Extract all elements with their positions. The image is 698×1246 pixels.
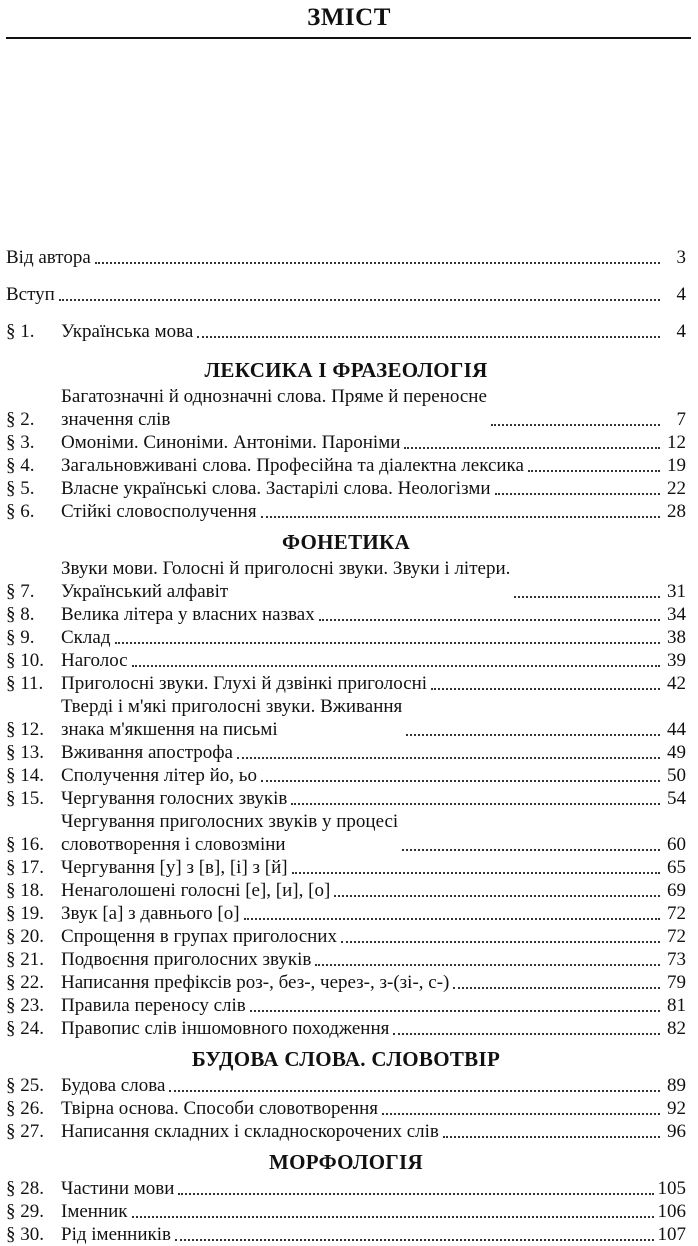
section-number: § 19. — [6, 903, 44, 924]
entry-title-line1: Чергування приголосних звуків у процесі — [61, 811, 399, 832]
entry-title-line2: значення слів — [61, 409, 171, 430]
page-number: 39 — [667, 650, 686, 671]
entry-title — [61, 1017, 389, 1040]
section-number: § 2. — [6, 409, 35, 430]
section-number: § 27. — [6, 1121, 44, 1142]
toc-entry[interactable] — [6, 1097, 686, 1120]
section-number: § 21. — [6, 949, 44, 970]
page-number: 65 — [667, 857, 686, 878]
entry-title — [61, 1200, 128, 1223]
entry-title — [61, 764, 257, 787]
dot-leader — [453, 987, 660, 989]
entry-title — [61, 477, 491, 500]
page-number: 73 — [667, 949, 686, 970]
entry-title-line2: знака м'якшення на письмі — [61, 719, 278, 740]
entry-title-line1: Багатозначні й однозначні слова. Пряме й переносне — [61, 386, 487, 407]
page-number: 60 — [667, 834, 686, 855]
toc-entry[interactable] — [6, 994, 686, 1017]
section-number: § 15. — [6, 788, 44, 809]
toc-entry[interactable] — [6, 431, 686, 454]
dot-leader — [237, 757, 660, 759]
entry-title — [61, 649, 128, 672]
dot-leader — [132, 665, 660, 667]
dot-leader — [393, 1033, 660, 1035]
page-number: 42 — [667, 673, 686, 694]
section-number: § 25. — [6, 1075, 44, 1096]
page-number: 4 — [676, 321, 686, 342]
dot-leader — [95, 262, 660, 264]
entry-title — [61, 994, 246, 1017]
section-number: § 7. — [6, 581, 35, 602]
entry-title-text: Сполучення літер йо, ьо — [61, 765, 257, 786]
entry-title — [61, 1120, 439, 1143]
page-number: 107 — [657, 1224, 686, 1245]
dot-leader — [334, 895, 660, 897]
entry-title-text: Вживання апострофа — [61, 742, 233, 763]
page-number: 38 — [667, 627, 686, 648]
entry-title — [61, 879, 330, 902]
toc-entry[interactable] — [6, 1074, 686, 1097]
table-of-contents — [6, 246, 686, 1246]
entry-title-text: Вступ — [6, 284, 55, 305]
entry-title — [61, 431, 400, 454]
page-number: 72 — [667, 903, 686, 924]
entry-title — [61, 385, 487, 431]
entry-title-line1: Тверді і м'які приголосні звуки. Вживання — [61, 696, 403, 717]
entry-title-text: Омоніми. Синоніми. Антоніми. Пароніми — [61, 432, 401, 453]
page-number: 82 — [667, 1018, 686, 1039]
entry-title-text: Чергування голосних звуків — [61, 788, 288, 809]
dot-leader — [528, 470, 660, 472]
section-number: § 26. — [6, 1098, 44, 1119]
dot-leader — [402, 849, 660, 851]
entry-title — [61, 320, 193, 343]
toc-entry[interactable] — [6, 1120, 686, 1143]
entry-title-text: Частини мови — [61, 1178, 175, 1199]
entry-title — [61, 1097, 378, 1120]
entry-title-text: Рід іменників — [61, 1224, 171, 1245]
entry-title-text: Чергування [у] з [в], [і] з [й] — [61, 857, 288, 878]
page-title: ЗМІСТ — [307, 4, 391, 31]
section-number: § 6. — [6, 501, 35, 522]
page-number: 89 — [667, 1075, 686, 1096]
toc-entry[interactable] — [6, 925, 686, 948]
entry-title — [61, 856, 288, 879]
entry-title-text: Ненаголошені голосні [е], [и], [о] — [61, 880, 331, 901]
section-number: § 17. — [6, 857, 44, 878]
page-number: 22 — [667, 478, 686, 499]
toc-entry[interactable] — [6, 454, 686, 477]
section-heading: МОРФОЛОГІЯ — [269, 1150, 423, 1174]
dot-leader — [292, 872, 660, 874]
section-number: § 14. — [6, 765, 44, 786]
toc-entry[interactable] — [6, 557, 686, 603]
section-number: § 12. — [6, 719, 44, 740]
dot-leader — [59, 299, 660, 301]
entry-title-text: Твірна основа. Способи словотворення — [61, 1098, 378, 1119]
entry-title — [61, 1223, 171, 1246]
page-number: 72 — [667, 926, 686, 947]
dot-leader — [132, 1216, 654, 1218]
toc-entry[interactable] — [6, 672, 686, 695]
entry-title-text: Правопис слів іншомовного походження — [61, 1018, 390, 1039]
page-number: 4 — [676, 284, 686, 305]
entry-title — [61, 741, 233, 764]
toc-entry[interactable] — [6, 626, 686, 649]
entry-title — [61, 672, 427, 695]
toc-entry[interactable] — [6, 320, 686, 343]
dot-leader — [244, 918, 660, 920]
toc-entry[interactable] — [6, 810, 686, 856]
entry-title — [6, 246, 91, 269]
page-number: 69 — [667, 880, 686, 901]
entry-title-text: Власне українські слова. Застарілі слова. Неологізми — [61, 478, 491, 499]
dot-leader — [382, 1113, 660, 1115]
entry-title — [61, 787, 287, 810]
entry-title — [61, 603, 315, 626]
entry-title-line2: Український алфавіт — [61, 581, 229, 602]
page-number: 3 — [676, 247, 686, 268]
toc-entry[interactable] — [6, 477, 686, 500]
page-number: 7 — [676, 409, 686, 430]
entry-title — [61, 626, 111, 649]
entry-title-text: Звук [а] з давнього [о] — [61, 903, 240, 924]
section-number: § 4. — [6, 455, 35, 476]
page-number: 54 — [667, 788, 686, 809]
section-number: § 1. — [6, 321, 35, 342]
entry-title-text: Спрощення в групах приголосних — [61, 926, 337, 947]
dot-leader — [291, 803, 660, 805]
page-number: 28 — [667, 501, 686, 522]
toc-entry[interactable] — [6, 649, 686, 672]
toc-entry[interactable] — [6, 385, 686, 431]
section-number: § 18. — [6, 880, 44, 901]
entry-title — [61, 557, 510, 603]
page-number: 79 — [667, 972, 686, 993]
section-number: § 16. — [6, 834, 44, 855]
dot-leader — [115, 642, 661, 644]
entry-title — [61, 1074, 165, 1097]
page-number: 81 — [667, 995, 686, 1016]
section-number: § 29. — [6, 1201, 44, 1222]
dot-leader — [261, 780, 660, 782]
entry-title-line1: Звуки мови. Голосні й приголосні звуки. Звуки і літери. — [61, 558, 511, 579]
entry-title-text: Приголосні звуки. Глухі й дзвінкі приголосні — [61, 673, 428, 694]
entry-title — [61, 971, 449, 994]
dot-leader — [431, 688, 660, 690]
toc-entry[interactable] — [6, 764, 686, 787]
dot-leader — [175, 1239, 654, 1241]
page-number: 50 — [667, 765, 686, 786]
section-heading: ФОНЕТИКА — [281, 530, 411, 554]
dot-leader — [341, 941, 660, 943]
toc-entry[interactable] — [6, 1223, 686, 1246]
dot-leader — [514, 596, 660, 598]
section-number: § 10. — [6, 650, 44, 671]
toc-entry[interactable] — [6, 741, 686, 764]
title-rule — [6, 37, 691, 39]
entry-title-text: Написання складних і складноскорочених слів — [61, 1121, 439, 1142]
section-number: § 5. — [6, 478, 35, 499]
section-number: § 22. — [6, 972, 44, 993]
entry-title — [61, 695, 402, 741]
page-number: 31 — [667, 581, 686, 602]
section-number: § 20. — [6, 926, 44, 947]
page-number: 19 — [667, 455, 686, 476]
toc-entry[interactable] — [6, 1177, 686, 1200]
entry-title — [61, 1177, 174, 1200]
dot-leader — [443, 1136, 660, 1138]
page-number: 92 — [667, 1098, 686, 1119]
dot-leader — [261, 516, 660, 518]
page-number: 34 — [667, 604, 686, 625]
entry-title-text: Будова слова — [61, 1075, 166, 1096]
entry-title-text: Українська мова — [61, 321, 194, 342]
entry-title-text: Стійкі словосполучення — [61, 501, 257, 522]
dot-leader — [250, 1010, 660, 1012]
entry-title-text: Подвоєння приголосних звуків — [61, 949, 312, 970]
page-number: 44 — [667, 719, 686, 740]
dot-leader — [315, 964, 660, 966]
dot-leader — [169, 1090, 660, 1092]
toc-entry[interactable] — [6, 695, 686, 741]
toc-entry[interactable] — [6, 787, 686, 810]
entry-title — [61, 902, 240, 925]
entry-title-text: Від автора — [6, 247, 91, 268]
toc-entry[interactable] — [6, 856, 686, 879]
section-heading: ЛЕКСИКА І ФРАЗЕОЛОГІЯ — [204, 358, 488, 382]
entry-title-text: Велика літера у власних назвах — [61, 604, 315, 625]
entry-title-text: Правила переносу слів — [61, 995, 246, 1016]
page-number: 49 — [667, 742, 686, 763]
entry-title — [6, 283, 55, 306]
toc-entry[interactable] — [6, 283, 686, 306]
dot-leader — [491, 424, 660, 426]
page-number: 96 — [667, 1121, 686, 1142]
dot-leader — [197, 336, 660, 338]
entry-title — [61, 810, 398, 856]
dot-leader — [178, 1193, 653, 1195]
toc-entry[interactable] — [6, 902, 686, 925]
section-number: § 8. — [6, 604, 35, 625]
section-number: § 30. — [6, 1224, 44, 1245]
entry-title-line2: словотворення і словозміни — [61, 834, 286, 855]
toc-entry[interactable] — [6, 500, 686, 523]
entry-title — [61, 925, 337, 948]
entry-title-text: Наголос — [61, 650, 128, 671]
page-number: 106 — [657, 1201, 686, 1222]
toc-entry[interactable] — [6, 1200, 686, 1223]
section-number: § 11. — [6, 673, 44, 694]
section-number: § 24. — [6, 1018, 44, 1039]
section-number: § 23. — [6, 995, 44, 1016]
toc-entry[interactable] — [6, 1017, 686, 1040]
page-number: 12 — [667, 432, 686, 453]
toc-entry[interactable] — [6, 879, 686, 902]
toc-entry[interactable] — [6, 948, 686, 971]
dot-leader — [495, 493, 660, 495]
entry-title — [61, 948, 311, 971]
toc-entry[interactable] — [6, 603, 686, 626]
entry-title-text: Загальновживані слова. Професійна та діалектна лексика — [61, 455, 524, 476]
toc-entry[interactable] — [6, 246, 686, 269]
page-number: 105 — [657, 1178, 686, 1199]
section-number: § 3. — [6, 432, 35, 453]
section-number: § 13. — [6, 742, 44, 763]
entry-title — [61, 454, 524, 477]
section-heading: БУДОВА СЛОВА. СЛОВОТВІР — [191, 1047, 501, 1071]
section-number: § 9. — [6, 627, 35, 648]
entry-title-text: Іменник — [61, 1201, 128, 1222]
entry-title-text: Склад — [61, 627, 111, 648]
entry-title-text: Написання префіксів роз-, без-, через-, з-(зі-, с-) — [61, 972, 450, 993]
section-number: § 28. — [6, 1178, 44, 1199]
dot-leader — [319, 619, 660, 621]
dot-leader — [404, 447, 660, 449]
toc-entry[interactable] — [6, 971, 686, 994]
dot-leader — [406, 734, 660, 736]
entry-title — [61, 500, 257, 523]
